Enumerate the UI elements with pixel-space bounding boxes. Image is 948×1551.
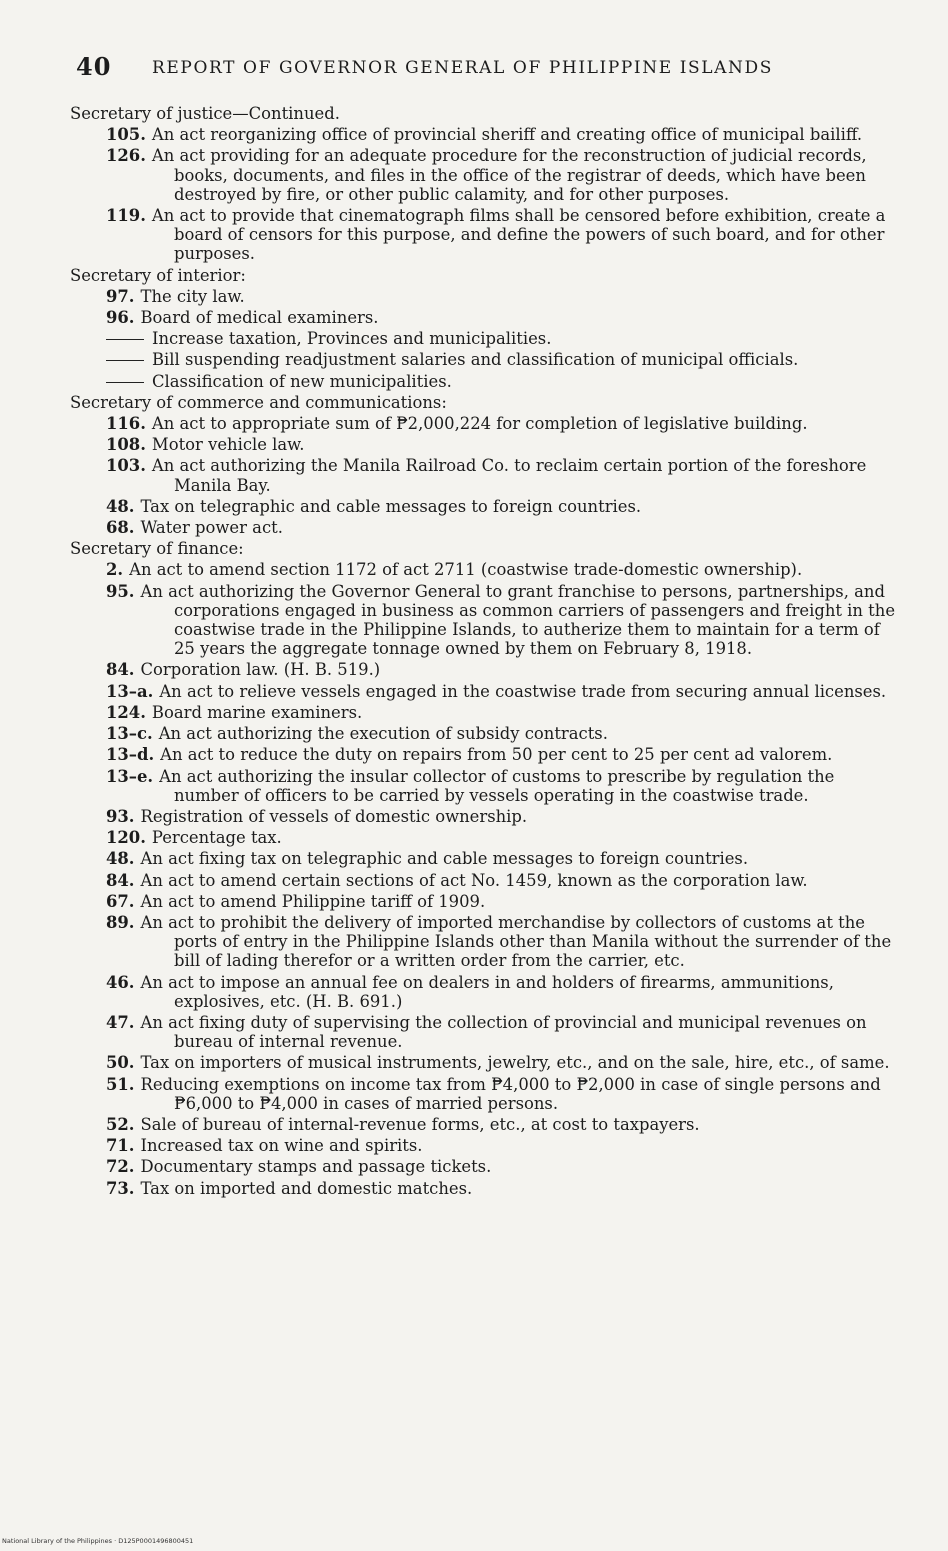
item-number: 13–a. bbox=[106, 681, 154, 701]
item-number: 126. bbox=[106, 146, 146, 166]
item-text: Reducing exemptions on income tax from ₱4,000 to ₱2,000 in case of single persons and ₱6,000 to ₱4,000 in cases of married persons. bbox=[140, 1074, 881, 1113]
page-number: 40 bbox=[76, 52, 112, 81]
item-number: 68. bbox=[106, 518, 135, 538]
item-number: 51. bbox=[106, 1074, 135, 1094]
item-number: 67. bbox=[106, 891, 135, 911]
scan-footer: National Library of the Philippines · D125P0001496800451 bbox=[2, 1537, 194, 1545]
item-number: 93. bbox=[106, 806, 135, 826]
item-text: An act authorizing the Manila Railroad Co. to reclaim certain portion of the foreshore Manila Bay. bbox=[151, 456, 867, 495]
item-number: 48. bbox=[106, 849, 135, 869]
item-number: 48. bbox=[106, 496, 135, 516]
item-number: 52. bbox=[106, 1114, 135, 1134]
item-text: An act to amend Philippine tariff of 1909. bbox=[140, 891, 486, 911]
item-text: Registration of vessels of domestic ownership. bbox=[140, 806, 528, 826]
list-item bbox=[70, 582, 902, 659]
item-text: An act authorizing the execution of subsidy contracts. bbox=[158, 724, 608, 744]
section bbox=[70, 393, 902, 537]
item-text: Bill suspending readjustment salaries and classification of municipal officials. bbox=[152, 350, 799, 370]
item-number: 89. bbox=[106, 912, 135, 932]
list-item bbox=[70, 435, 902, 454]
list-item bbox=[70, 1115, 902, 1134]
item-number: 97. bbox=[106, 286, 135, 306]
list-item bbox=[70, 1157, 902, 1176]
item-text: An act reorganizing office of provincial sheriff and creating office of municipal bailiff. bbox=[151, 125, 863, 145]
item-text: An act to appropriate sum of ₱2,000,224 for completion of legislative building. bbox=[151, 414, 808, 434]
item-number: 120. bbox=[106, 828, 146, 848]
item-number: 95. bbox=[106, 581, 135, 601]
list-item bbox=[70, 308, 902, 327]
list-item bbox=[70, 329, 902, 348]
list-item bbox=[70, 350, 902, 369]
list-item bbox=[70, 892, 902, 911]
list-item bbox=[70, 1179, 902, 1198]
list-item bbox=[70, 372, 902, 391]
list-item bbox=[70, 745, 902, 764]
list-item bbox=[70, 724, 902, 743]
item-text: An act fixing duty of supervising the collection of provincial and municipal revenues on bureau of internal revenue. bbox=[140, 1012, 867, 1052]
list-item bbox=[70, 518, 902, 537]
list-item bbox=[70, 660, 902, 679]
item-number: 84. bbox=[106, 870, 135, 890]
item-text: An act providing for an adequate procedure for the reconstruction of judicial records, books, documents, and files in the office of the registrar of deeds, which have been destroyed by fire, or other public calamity, and for other purposes. bbox=[151, 146, 867, 204]
page-header bbox=[76, 52, 888, 84]
item-text: Board marine examiners. bbox=[151, 702, 363, 722]
item-text: Increase taxation, Provinces and municipalities. bbox=[152, 329, 552, 349]
section-heading: Secretary of justice—Continued. bbox=[70, 104, 340, 123]
item-number: 124. bbox=[106, 702, 146, 722]
list-item bbox=[70, 973, 902, 1011]
item-number: 84. bbox=[106, 660, 135, 680]
list-item bbox=[70, 414, 902, 433]
section-heading: Secretary of finance: bbox=[70, 539, 244, 559]
list-item bbox=[70, 767, 902, 805]
item-text: An act authorizing the insular collector of customs to prescribe by regulation the number of officers to be carried by vessels operating in the coastwise trade. bbox=[159, 766, 835, 805]
item-text: Water power act. bbox=[140, 518, 283, 538]
list-item bbox=[70, 682, 902, 701]
item-text: An act authorizing the Governor General to grant franchise to persons, partnerships, and corporations engaged in business as common carriers of passengers and freight in the coastwise trade in the Philippine Islands, to autherize them to maintain for a term of 25 years the aggregate tonnage owned by them on February 8, 1918. bbox=[140, 581, 896, 659]
item-number: 13–d. bbox=[106, 745, 155, 765]
item-text: Sale of bureau of internal-revenue forms, etc., at cost to taxpayers. bbox=[140, 1114, 700, 1134]
list-item bbox=[70, 456, 902, 494]
section bbox=[70, 104, 902, 264]
item-number: 96. bbox=[106, 308, 135, 328]
list-item bbox=[70, 560, 902, 579]
document-body bbox=[70, 104, 902, 1200]
item-text: An act to provide that cinematograph films shall be censored before exhibition, create a board of censors for this purpose, and define the powers of such board, and for other purposes. bbox=[151, 206, 886, 264]
item-text: Board of medical examiners. bbox=[140, 308, 379, 328]
item-text: An act to prohibit the delivery of imported merchandise by collectors of customs at the ports of entry in the Philippine Islands other than Manila without the surrender of the bill of lading therefor or a written order from the carrier, etc. bbox=[140, 912, 892, 971]
item-text: Corporation law. (H. B. 519.) bbox=[140, 660, 381, 680]
item-text: Tax on imported and domestic matches. bbox=[140, 1178, 473, 1198]
item-number: 116. bbox=[106, 414, 146, 434]
em-dash-marker bbox=[106, 382, 144, 383]
list-item bbox=[70, 703, 902, 722]
item-text: An act to relieve vessels engaged in the coastwise trade from securing annual licenses. bbox=[159, 681, 887, 701]
item-number: 119. bbox=[106, 206, 146, 226]
list-item bbox=[70, 287, 902, 306]
item-text: Increased tax on wine and spirits. bbox=[140, 1136, 423, 1156]
item-number: 13–e. bbox=[106, 766, 154, 786]
list-item bbox=[70, 849, 902, 868]
list-item bbox=[70, 807, 902, 826]
item-text: An act to amend section 1172 of act 2711 (coastwise trade-domestic ownership). bbox=[129, 560, 803, 580]
item-text: Tax on importers of musical instruments, jewelry, etc., and on the sale, hire, etc., of same. bbox=[140, 1053, 890, 1073]
item-text: Tax on telegraphic and cable messages to foreign countries. bbox=[140, 496, 642, 516]
item-text: Documentary stamps and passage tickets. bbox=[140, 1157, 492, 1177]
item-number: 2. bbox=[106, 560, 124, 580]
item-number: 47. bbox=[106, 1012, 135, 1032]
item-number: 108. bbox=[106, 435, 146, 455]
item-text: An act to impose an annual fee on dealers in and holders of firearms, ammunitions, explosives, etc. (H. B. 691.) bbox=[140, 972, 834, 1011]
item-text: An act fixing tax on telegraphic and cable messages to foreign countries. bbox=[140, 849, 749, 869]
list-item bbox=[70, 146, 902, 204]
list-item bbox=[70, 1136, 902, 1155]
item-text: An act to reduce the duty on repairs from 50 per cent to 25 per cent ad valorem. bbox=[160, 745, 833, 765]
item-text: The city law. bbox=[140, 286, 245, 306]
item-number: 72. bbox=[106, 1157, 135, 1177]
section bbox=[70, 539, 902, 1198]
em-dash-marker bbox=[106, 360, 144, 361]
section-heading: Secretary of commerce and communications: bbox=[70, 392, 447, 412]
item-text: Percentage tax. bbox=[151, 828, 282, 848]
item-text: Motor vehicle law. bbox=[151, 435, 305, 455]
list-item bbox=[70, 913, 902, 971]
list-item bbox=[70, 871, 902, 890]
item-number: 71. bbox=[106, 1136, 135, 1156]
item-text: Classification of new municipalities. bbox=[152, 371, 452, 391]
em-dash-marker bbox=[106, 339, 144, 340]
item-number: 73. bbox=[106, 1178, 135, 1198]
list-item bbox=[70, 828, 902, 847]
running-title: REPORT OF GOVERNOR GENERAL OF PHILIPPINE ISLANDS bbox=[152, 58, 774, 78]
section-heading: Secretary of interior: bbox=[70, 265, 246, 285]
list-item bbox=[70, 206, 902, 264]
item-number: 46. bbox=[106, 972, 135, 992]
item-text: An act to amend certain sections of act No. 1459, known as the corporation law. bbox=[140, 870, 808, 890]
item-number: 103. bbox=[106, 456, 146, 476]
section bbox=[70, 266, 902, 391]
list-item bbox=[70, 1013, 902, 1051]
list-item bbox=[70, 125, 902, 144]
list-item bbox=[70, 1075, 902, 1113]
item-number: 105. bbox=[106, 125, 146, 145]
item-number: 13–c. bbox=[106, 724, 153, 744]
item-number: 50. bbox=[106, 1053, 135, 1073]
list-item bbox=[70, 497, 902, 516]
list-item bbox=[70, 1053, 902, 1072]
